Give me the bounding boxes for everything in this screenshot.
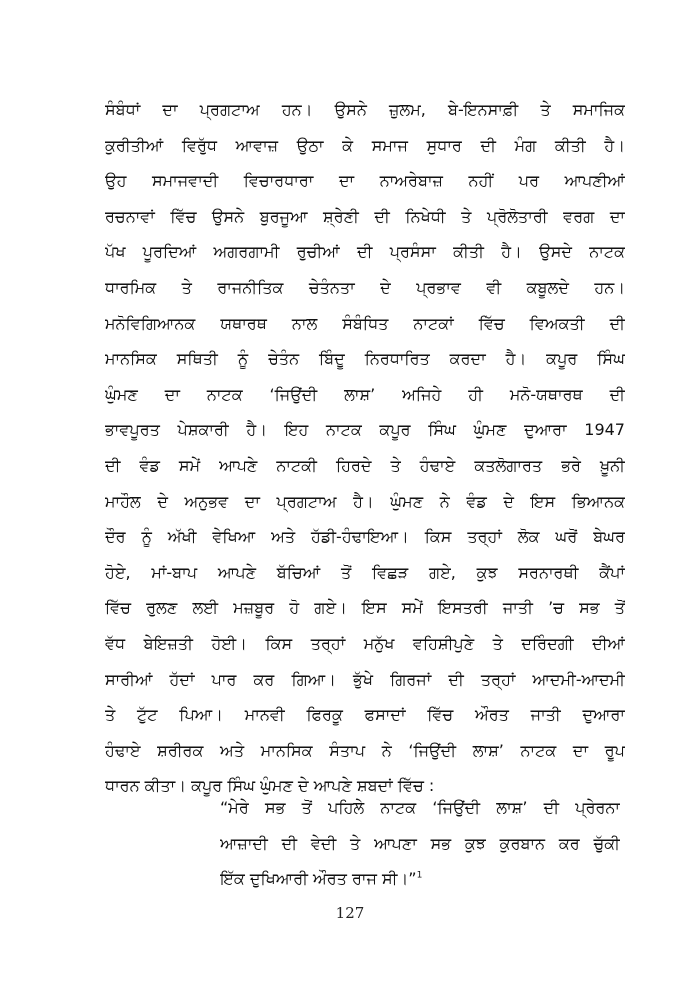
text-line-last: ਧਾਰਨ ਕੀਤਾ। ਕਪੂਰ ਸਿੰਘ ਘੁੰਮਣ ਦੇ ਆਪਣੇ ਸ਼ਬਦਾਂ ਵਿੱਚ : [105, 776, 435, 796]
text-line: ਘੁੰਮਣ ਦਾ ਨਾਟਕ ‘ਜਿਉਂਦੀ ਲਾਸ਼’ ਅਜਿਹੇ ਹੀ ਮਨੋ-ਯਥਾਰਥ ਦੀ [105, 384, 625, 404]
text-line: ਵਿੱਚ ਰੁਲਣ ਲਈ ਮਜ਼ਬੂਰ ਹੋ ਗਏ। ਇਸ ਸਮੇਂ ਇਸਤਰੀ ਜਾਤੀ ’ਚ ਸਭ ਤੋਂ [105, 598, 625, 618]
text-line: ਉਹ ਸਮਾਜਵਾਦੀ ਵਿਚਾਰਧਾਰਾ ਦਾ ਨਾਅਰੇਬਾਜ਼ ਨਹੀਂ ਪਰ ਆਪਣੀਆਂ [105, 171, 625, 191]
text-line: ਰਚਨਾਵਾਂ ਵਿੱਚ ਉਸਨੇ ਬੁਰਜੂਆ ਸ਼੍ਰੇਣੀ ਦੀ ਨਿਖੇਧੀ ਤੇ ਪ੍ਰੋਲੋਤਾਰੀ ਵਰਗ ਦਾ [105, 206, 625, 226]
text-line: ਦੌਰ ਨੂੰ ਅੱਖੀ ਵੇਖਿਆ ਅਤੇ ਹੱਡੀ-ਹੰਢਾਇਆ। ਕਿਸ ਤਰ੍ਹਾਂ ਲੋਕ ਘਰੋਂ ਬੇਘਰ [105, 527, 625, 547]
page-number: 127 [335, 904, 365, 922]
text-line: ਮਾਹੌਲ ਦੇ ਅਨੁਭਵ ਦਾ ਪ੍ਰਗਟਾਅ ਹੈ। ਘੁੰਮਣ ਨੇ ਵੰਡ ਦੇ ਇਸ ਭਿਆਨਕ [105, 491, 625, 511]
text-line: ਕੁਰੀਤੀਆਂ ਵਿਰੁੱਧ ਆਵਾਜ਼ ਉਠਾ ਕੇ ਸਮਾਜ ਸੁਧਾਰ ਦੀ ਮੰਗ ਕੀਤੀ ਹੈ। [105, 135, 625, 155]
text-line: ਧਾਰਮਿਕ ਤੇ ਰਾਜਨੀਤਿਕ ਚੇਤੰਨਤਾ ਦੇ ਪ੍ਰਭਾਵ ਵੀ ਕਬੂਲਦੇ ਹਨ। [105, 277, 625, 297]
text-line: ਵੱਧ ਬੇਇਜ਼ਤੀ ਹੋਈ। ਕਿਸ ਤਰ੍ਹਾਂ ਮਨੁੱਖ ਵਹਿਸ਼ੀਪੁਣੇ ਤੇ ਦਰਿੰਦਗੀ ਦੀਆਂ [105, 633, 625, 653]
text-line: ਮਾਨਸਿਕ ਸਥਿਤੀ ਨੂੰ ਚੇਤੰਨ ਬਿੰਦੂ ਨਿਰਧਾਰਿਤ ਕਰਦਾ ਹੈ। ਕਪੂਰ ਸਿੰਘ [105, 349, 625, 369]
text-line: ਹੰਢਾਏ ਸ਼ਰੀਰਕ ਅਤੇ ਮਾਨਸਿਕ ਸੰਤਾਪ ਨੇ ‘ਜਿਉਂਦੀ ਲਾਸ਼’ ਨਾਟਕ ਦਾ ਰੂਪ [105, 740, 625, 760]
body-paragraph [105, 92, 625, 804]
quote-line-last [220, 861, 620, 897]
quote-line: “ਮੇਰੇ ਸਭ ਤੋਂ ਪਹਿਲੇ ਨਾਟਕ ‘ਜਿਉਂਦੀ ਲਾਸ਼’ ਦੀ ਪ੍ਰੇਰਨਾ [220, 798, 620, 817]
footnote-marker: 1 [416, 870, 423, 881]
text-line: ਪੱਖ ਪੂਰਦਿਆਂ ਅਗਰਗਾਮੀ ਰੁਚੀਆਂ ਦੀ ਪ੍ਰਸੰਸਾ ਕੀਤੀ ਹੈ। ਉਸਦੇ ਨਾਟਕ [105, 242, 625, 262]
text-line: ਭਾਵਪੂਰਤ ਪੇਸ਼ਕਾਰੀ ਹੈ। ਇਹ ਨਾਟਕ ਕਪੂਰ ਸਿੰਘ ਘੁੰਮਣ ਦੁਆਰਾ 1947 [105, 420, 625, 440]
text-line: ਸਾਰੀਆਂ ਹੱਦਾਂ ਪਾਰ ਕਰ ਗਿਆ। ਭੁੱਖੇ ਗਿਰਜਾਂ ਦੀ ਤਰ੍ਹਾਂ ਆਦਮੀ-ਆਦਮੀ [105, 669, 625, 689]
quote-text: ਇੱਕ ਦੁਖਿਆਰੀ ਔਰਤ ਰਾਜ ਸੀ।” [220, 869, 417, 889]
block-quote [220, 790, 620, 897]
text-line: ਮਨੋਵਿਗਿਆਨਕ ਯਥਾਰਥ ਨਾਲ ਸੰਬੰਧਿਤ ਨਾਟਕਾਂ ਵਿੱਚ ਵਿਅਕਤੀ ਦੀ [105, 313, 625, 333]
quote-line: ਆਜ਼ਾਦੀ ਦੀ ਵੇਦੀ ਤੇ ਆਪਣਾ ਸਭ ਕੁਝ ਕੁਰਬਾਨ ਕਰ ਚੁੱਕੀ [220, 833, 620, 853]
text-line: ਹੋਏ, ਮਾਂ-ਬਾਪ ਆਪਣੇ ਬੱਚਿਆਂ ਤੋਂ ਵਿਛੜ ਗਏ, ਕੁਝ ਸਰਨਾਰਥੀ ਕੈਂਪਾਂ [105, 562, 625, 582]
text-line: ਦੀ ਵੰਡ ਸਮੇਂ ਆਪਣੇ ਨਾਟਕੀ ਹਿਰਦੇ ਤੇ ਹੰਢਾਏ ਕਤਲੋਗਾਰਤ ਭਰੇ ਖ਼ੂਨੀ [105, 455, 625, 475]
text-line: ਸੰਬੰਧਾਂ ਦਾ ਪ੍ਰਗਟਾਅ ਹਨ। ਉਸਨੇ ਜ਼ੁਲਮ, ਬੇ-ਇਨਸਾਫ਼ੀ ਤੇ ਸਮਾਜਿਕ [105, 100, 625, 119]
text-line: ਤੇ ਟੁੱਟ ਪਿਆ। ਮਾਨਵੀ ਫਿਰਕੂ ਫਸਾਦਾਂ ਵਿੱਚ ਔਰਤ ਜਾਤੀ ਦੁਆਰਾ [105, 705, 625, 725]
